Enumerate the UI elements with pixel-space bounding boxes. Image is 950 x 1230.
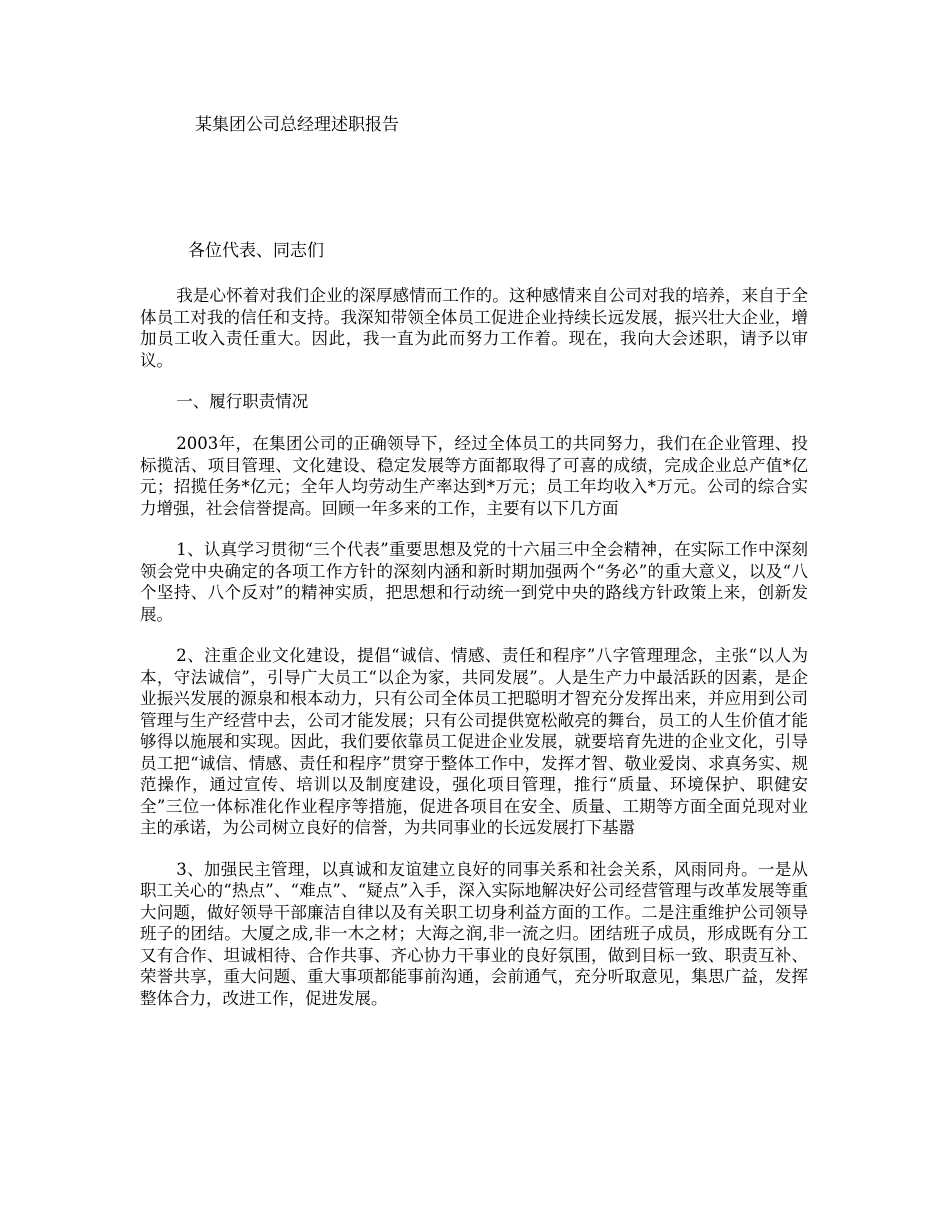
section-heading-duties: 一、履行职责情况	[176, 392, 309, 411]
document-title: 某集团公司总经理述职报告	[195, 115, 399, 135]
paragraph-2003-summary: 2003年，在集团公司的正确领导下，经过全体员工的共同努力，我们在企业管理、投标揽活、项目管理、文化建设、稳定发展等方面都取得了可喜的成绩，完成企业总产值*亿元；招揽任务*亿元；全年人均劳动生产率达到*万元；员工年均收入*万元。公司的综合实力增强，社会信誉提高。回顾一年多来的工作，主要有以下几方面	[140, 434, 808, 518]
document-body	[140, 285, 808, 1029]
paragraph-intro: 我是心怀着对我们企业的深厚感情而工作的。这种感情来自公司对我的培养，来自于全体员工对我的信任和支持。我深知带领全体员工促进企业持续长远发展，振兴壮大企业，增加员工收入责任重大。因此，我一直为此而努力工作着。现在，我向大会述职，请予以审议。	[140, 286, 808, 370]
salutation: 各位代表、同志们	[188, 241, 324, 261]
paragraph-item-1: 1、认真学习贯彻“三个代表”重要思想及党的十六届三中全会精神，在实际工作中深刻领会党中央确定的各项工作方针的深刻内涵和新时期加强两个“务必”的重大意义，以及“八个坚持、八个反对”的精神实质，把思想和行动统一到党中央的路线方针政策上来，创新发展。	[140, 540, 808, 624]
paragraph-item-3: 3、加强民主管理，以真诚和友谊建立良好的同事关系和社会关系，风雨同舟。一是从职工关心的“热点”、“难点”、“疑点”入手，深入实际地解决好公司经营管理与改革发展等重大问题，做好领导干部廉洁自律以及有关职工切身利益方面的工作。二是注重维护公司领导班子的团结。大厦之成,非一木之材；大海之润,非一流之归。团结班子成员，形成既有分工又有合作、坦诚相待、合作共事、齐心协力干事业的良好氛围，做到目标一致、职责互补、荣誉共享，重大问题、重大事项都能事前沟通，会前通气，充分听取意见，集思广益，发挥整体合力，改进工作，促进发展。	[140, 859, 808, 1008]
paragraph-item-2: 2、注重企业文化建设，提倡“诚信、情感、责任和程序”八字管理理念，主张“以人为本，守法诚信”，引导广大员工“以企为家，共同发展”。人是生产力中最活跃的因素，是企业振兴发展的源泉和根本动力，只有公司全体员工把聪明才智充分发挥出来，并应用到公司管理与生产经营中去，公司才能发展；只有公司提供宽松敞亮的舞台，员工的人生价值才能够得以施展和实现。因此，我们要依靠员工促进企业发展，就要培育先进的企业文化，引导员工把“诚信、情感、责任和程序”贯穿于整体工作中，发挥才智、敬业爱岗、求真务实、规范操作，通过宣传、培训以及制度建设，强化项目管理，推行“质量、环境保护、职健安全”三位一体标准化作业程序等措施，促进各项目在安全、质量、工期等方面全面兑现对业主的承诺，为公司树立良好的信誉，为共同事业的长远发展打下基嚣	[140, 646, 808, 837]
